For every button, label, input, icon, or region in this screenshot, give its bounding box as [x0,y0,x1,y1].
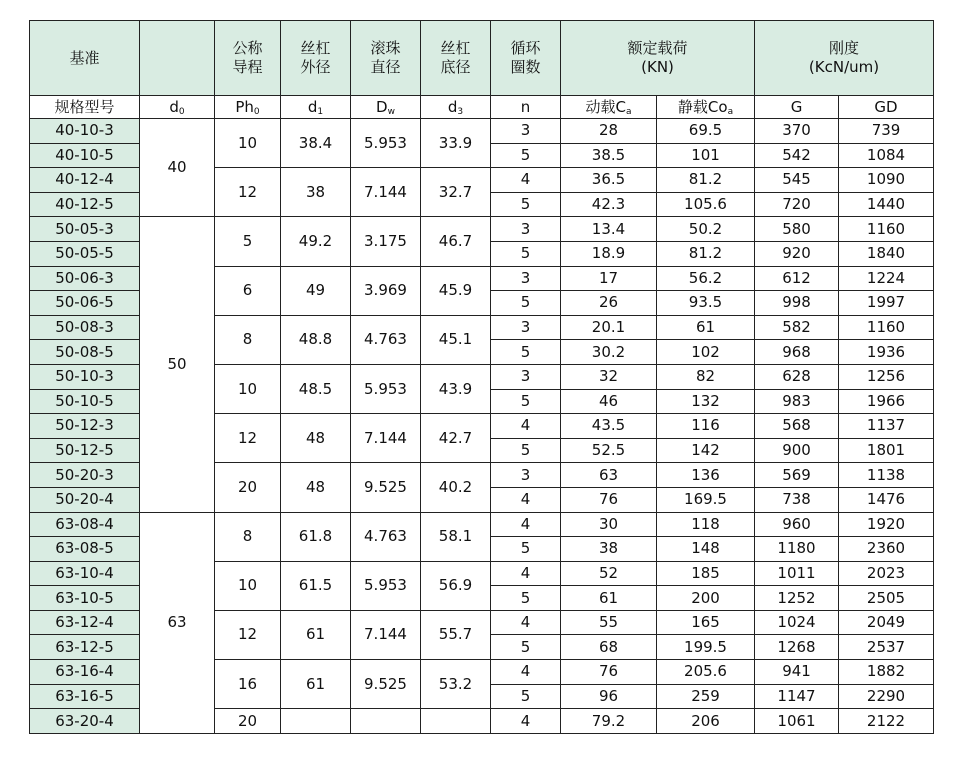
root-diameter-cell: 32.7 [421,168,491,217]
table-row [30,119,934,144]
stiffness-g-cell: 545 [755,168,839,193]
stiffness-gd-cell: 1936 [839,340,934,365]
dynamic-load-cell: 38 [561,537,657,562]
header-rated-load-line1: 额定载荷 [627,39,688,57]
ball-diameter-cell: 5.953 [351,119,421,168]
subheader-dw-subscript: w [387,106,395,117]
ball-diameter-cell: 4.763 [351,512,421,561]
subheader-dynamic-load-text: 动载C [585,97,626,116]
stiffness-g-cell: 628 [755,364,839,389]
subheader-ph0-subscript: 0 [253,106,260,117]
static-load-cell: 199.5 [657,635,755,660]
dynamic-load-cell: 52.5 [561,438,657,463]
header-ball-diameter-line1: 滚珠 [370,39,401,57]
model-cell: 63-12-4 [30,610,140,635]
model-cell: 50-20-3 [30,463,140,488]
circuits-cell: 5 [491,586,561,611]
table-body [30,119,934,734]
static-load-cell: 206 [657,709,755,734]
subheader-dw-text: D [376,97,388,116]
header-stiffness-line1: 刚度 [829,39,860,57]
static-load-cell: 93.5 [657,291,755,316]
static-load-cell: 116 [657,414,755,439]
subheader-row [30,96,934,119]
lead-cell: 20 [215,709,281,734]
ball-diameter-cell: 7.144 [351,414,421,463]
screw-od-cell: 38.4 [281,119,351,168]
stiffness-gd-cell: 1920 [839,512,934,537]
stiffness-g-cell: 568 [755,414,839,439]
model-cell: 50-10-5 [30,389,140,414]
dynamic-load-cell: 20.1 [561,315,657,340]
dynamic-load-cell: 26 [561,291,657,316]
stiffness-g-cell: 1180 [755,537,839,562]
circuits-cell: 4 [491,709,561,734]
model-cell: 40-12-5 [30,192,140,217]
model-cell: 50-10-3 [30,364,140,389]
screw-od-cell: 61.8 [281,512,351,561]
table-row [30,217,934,242]
stiffness-g-cell: 370 [755,119,839,144]
circuits-cell: 4 [491,660,561,685]
stiffness-gd-cell: 739 [839,119,934,144]
header-rated-load-line2: (KN) [641,58,674,76]
stiffness-g-cell: 1011 [755,561,839,586]
model-cell: 40-12-4 [30,168,140,193]
subheader-dynamic-load [561,96,657,119]
dynamic-load-cell: 43.5 [561,414,657,439]
nominal-diameter-cell: 40 [140,119,215,217]
model-cell: 63-10-4 [30,561,140,586]
stiffness-gd-cell: 2290 [839,684,934,709]
circuits-cell: 5 [491,635,561,660]
circuits-cell: 3 [491,463,561,488]
lead-cell: 16 [215,660,281,709]
circuits-cell: 5 [491,340,561,365]
dynamic-load-cell: 46 [561,389,657,414]
screw-od-cell: 48.8 [281,315,351,364]
stiffness-g-cell: 1061 [755,709,839,734]
stiffness-gd-cell: 1084 [839,143,934,168]
ball-screw-spec-table [29,20,934,734]
static-load-cell: 136 [657,463,755,488]
circuits-cell: 4 [491,512,561,537]
circuits-cell: 3 [491,315,561,340]
static-load-cell: 165 [657,610,755,635]
circuits-cell: 3 [491,119,561,144]
static-load-cell: 101 [657,143,755,168]
static-load-cell: 56.2 [657,266,755,291]
header-row [30,21,934,96]
static-load-cell: 142 [657,438,755,463]
subheader-dynamic-load-subscript: a [625,106,632,117]
lead-cell: 12 [215,414,281,463]
ball-diameter-cell: 9.525 [351,660,421,709]
dynamic-load-cell: 28 [561,119,657,144]
stiffness-gd-cell: 1440 [839,192,934,217]
stiffness-gd-cell: 1476 [839,487,934,512]
model-cell: 63-16-5 [30,684,140,709]
stiffness-gd-cell: 1138 [839,463,934,488]
static-load-cell: 81.2 [657,241,755,266]
stiffness-gd-cell: 1256 [839,364,934,389]
subheader-d3-subscript: 3 [457,106,464,117]
header-circuits [491,21,561,96]
circuits-cell: 3 [491,217,561,242]
static-load-cell: 69.5 [657,119,755,144]
model-cell: 63-20-4 [30,709,140,734]
stiffness-g-cell: 1252 [755,586,839,611]
ball-diameter-cell: 5.953 [351,364,421,413]
subheader-d0-subscript: 0 [178,106,185,117]
subheader-static-load-text: 静载Co [677,97,728,116]
ball-diameter-cell: 3.969 [351,266,421,315]
subheader-d0-text: d [169,97,179,116]
ball-diameter-cell: 4.763 [351,315,421,364]
header-rated-load [561,21,755,96]
lead-cell: 10 [215,561,281,610]
circuits-cell: 5 [491,241,561,266]
subheader-d1-subscript: 1 [317,106,324,117]
stiffness-gd-cell: 2122 [839,709,934,734]
root-diameter-cell: 45.9 [421,266,491,315]
model-cell: 50-12-3 [30,414,140,439]
model-cell: 40-10-5 [30,143,140,168]
static-load-cell: 200 [657,586,755,611]
header-stiffness [755,21,934,96]
model-cell: 50-05-5 [30,241,140,266]
static-load-cell: 81.2 [657,168,755,193]
static-load-cell: 61 [657,315,755,340]
stiffness-gd-cell: 1966 [839,389,934,414]
dynamic-load-cell: 18.9 [561,241,657,266]
circuits-cell: 5 [491,389,561,414]
dynamic-load-cell: 61 [561,586,657,611]
dynamic-load-cell: 55 [561,610,657,635]
stiffness-gd-cell: 2360 [839,537,934,562]
ball-diameter-cell: 3.175 [351,217,421,266]
stiffness-gd-cell: 1882 [839,660,934,685]
subheader-g: G [755,96,839,119]
static-load-cell: 82 [657,364,755,389]
subheader-dw [351,96,421,119]
stiffness-gd-cell: 2505 [839,586,934,611]
header-stiffness-line2: (KcN/um) [808,58,880,76]
static-load-cell: 132 [657,389,755,414]
stiffness-g-cell: 542 [755,143,839,168]
model-cell: 50-08-3 [30,315,140,340]
static-load-cell: 118 [657,512,755,537]
screw-od-cell: 61 [281,660,351,709]
stiffness-g-cell: 720 [755,192,839,217]
stiffness-g-cell: 941 [755,660,839,685]
ball-diameter-cell: 7.144 [351,168,421,217]
dynamic-load-cell: 68 [561,635,657,660]
subheader-static-load [657,96,755,119]
circuits-cell: 4 [491,487,561,512]
model-cell: 63-10-5 [30,586,140,611]
circuits-cell: 4 [491,168,561,193]
root-diameter-cell: 45.1 [421,315,491,364]
stiffness-g-cell: 738 [755,487,839,512]
static-load-cell: 102 [657,340,755,365]
static-load-cell: 169.5 [657,487,755,512]
header-nominal-lead [215,21,281,96]
dynamic-load-cell: 63 [561,463,657,488]
lead-cell: 8 [215,512,281,561]
dynamic-load-cell: 76 [561,487,657,512]
model-cell: 50-12-5 [30,438,140,463]
dynamic-load-cell: 36.5 [561,168,657,193]
root-diameter-cell: 56.9 [421,561,491,610]
stiffness-gd-cell: 1160 [839,217,934,242]
dynamic-load-cell: 42.3 [561,192,657,217]
dynamic-load-cell: 13.4 [561,217,657,242]
ball-diameter-cell [351,709,421,734]
nominal-diameter-cell: 63 [140,512,215,733]
model-cell: 50-06-5 [30,291,140,316]
circuits-cell: 5 [491,684,561,709]
table-row [30,512,934,537]
dynamic-load-cell: 76 [561,660,657,685]
nominal-diameter-cell: 50 [140,217,215,512]
lead-cell: 20 [215,463,281,512]
circuits-cell: 5 [491,537,561,562]
model-cell: 63-08-5 [30,537,140,562]
subheader-gd: GD [839,96,934,119]
static-load-cell: 105.6 [657,192,755,217]
screw-od-cell [281,709,351,734]
stiffness-gd-cell: 2049 [839,610,934,635]
circuits-cell: 5 [491,291,561,316]
header-ball-diameter [351,21,421,96]
dynamic-load-cell: 79.2 [561,709,657,734]
dynamic-load-cell: 52 [561,561,657,586]
circuits-cell: 4 [491,414,561,439]
stiffness-g-cell: 920 [755,241,839,266]
stiffness-g-cell: 983 [755,389,839,414]
model-cell: 50-05-3 [30,217,140,242]
stiffness-g-cell: 1024 [755,610,839,635]
dynamic-load-cell: 38.5 [561,143,657,168]
stiffness-gd-cell: 1801 [839,438,934,463]
subheader-ph0-text: Ph [235,97,254,116]
subheader-model: 规格型号 [30,96,140,119]
stiffness-gd-cell: 2023 [839,561,934,586]
circuits-cell: 5 [491,438,561,463]
lead-cell: 12 [215,168,281,217]
model-cell: 63-08-4 [30,512,140,537]
ball-diameter-cell: 5.953 [351,561,421,610]
dynamic-load-cell: 17 [561,266,657,291]
subheader-d3 [421,96,491,119]
screw-od-cell: 61 [281,610,351,659]
subheader-d3-text: d [447,97,458,116]
model-cell: 63-12-5 [30,635,140,660]
lead-cell: 8 [215,315,281,364]
static-load-cell: 259 [657,684,755,709]
ball-diameter-cell: 7.144 [351,610,421,659]
screw-od-cell: 48.5 [281,364,351,413]
header-circuits-line1: 循环 [510,39,541,57]
circuits-cell: 3 [491,266,561,291]
ball-diameter-cell: 9.525 [351,463,421,512]
header-root-diameter-line1: 丝杠 [440,39,471,57]
header-nominal-lead-line2: 导程 [232,58,263,76]
dynamic-load-cell: 32 [561,364,657,389]
stiffness-g-cell: 580 [755,217,839,242]
header-root-diameter [421,21,491,96]
circuits-cell: 5 [491,143,561,168]
subheader-ph0 [215,96,281,119]
lead-cell: 5 [215,217,281,266]
header-d0-blank [140,21,215,96]
model-cell: 50-08-5 [30,340,140,365]
stiffness-gd-cell: 1997 [839,291,934,316]
screw-od-cell: 48 [281,463,351,512]
screw-od-cell: 49 [281,266,351,315]
static-load-cell: 205.6 [657,660,755,685]
stiffness-gd-cell: 1840 [839,241,934,266]
subheader-d0 [140,96,215,119]
header-base: 基准 [30,21,140,96]
root-diameter-cell: 55.7 [421,610,491,659]
lead-cell: 12 [215,610,281,659]
stiffness-gd-cell: 1160 [839,315,934,340]
stiffness-g-cell: 1147 [755,684,839,709]
screw-od-cell: 49.2 [281,217,351,266]
stiffness-gd-cell: 2537 [839,635,934,660]
dynamic-load-cell: 30.2 [561,340,657,365]
circuits-cell: 5 [491,192,561,217]
root-diameter-cell: 46.7 [421,217,491,266]
lead-cell: 10 [215,119,281,168]
root-diameter-cell: 40.2 [421,463,491,512]
subheader-d1-text: d [307,97,318,116]
screw-od-cell: 61.5 [281,561,351,610]
dynamic-load-cell: 96 [561,684,657,709]
root-diameter-cell: 42.7 [421,414,491,463]
subheader-static-load-subscript: a [727,106,734,117]
static-load-cell: 185 [657,561,755,586]
model-cell: 40-10-3 [30,119,140,144]
stiffness-gd-cell: 1090 [839,168,934,193]
lead-cell: 6 [215,266,281,315]
stiffness-g-cell: 960 [755,512,839,537]
root-diameter-cell: 43.9 [421,364,491,413]
header-nominal-lead-line1: 公称 [232,39,263,57]
static-load-cell: 148 [657,537,755,562]
stiffness-g-cell: 582 [755,315,839,340]
dynamic-load-cell: 30 [561,512,657,537]
root-diameter-cell [421,709,491,734]
stiffness-gd-cell: 1137 [839,414,934,439]
stiffness-g-cell: 998 [755,291,839,316]
subheader-d1 [281,96,351,119]
header-root-diameter-line2: 底径 [440,58,471,76]
stiffness-g-cell: 612 [755,266,839,291]
header-screw-od-line1: 丝杠 [300,39,331,57]
header-screw-od [281,21,351,96]
circuits-cell: 3 [491,364,561,389]
root-diameter-cell: 53.2 [421,660,491,709]
header-screw-od-line2: 外径 [300,58,331,76]
stiffness-g-cell: 569 [755,463,839,488]
screw-od-cell: 48 [281,414,351,463]
static-load-cell: 50.2 [657,217,755,242]
stiffness-gd-cell: 1224 [839,266,934,291]
model-cell: 63-16-4 [30,660,140,685]
header-ball-diameter-line2: 直径 [370,58,401,76]
circuits-cell: 4 [491,561,561,586]
stiffness-g-cell: 1268 [755,635,839,660]
circuits-cell: 4 [491,610,561,635]
subheader-n: n [491,96,561,119]
header-circuits-line2: 圈数 [510,58,541,76]
screw-od-cell: 38 [281,168,351,217]
model-cell: 50-06-3 [30,266,140,291]
root-diameter-cell: 33.9 [421,119,491,168]
stiffness-g-cell: 900 [755,438,839,463]
root-diameter-cell: 58.1 [421,512,491,561]
stiffness-g-cell: 968 [755,340,839,365]
lead-cell: 10 [215,364,281,413]
model-cell: 50-20-4 [30,487,140,512]
